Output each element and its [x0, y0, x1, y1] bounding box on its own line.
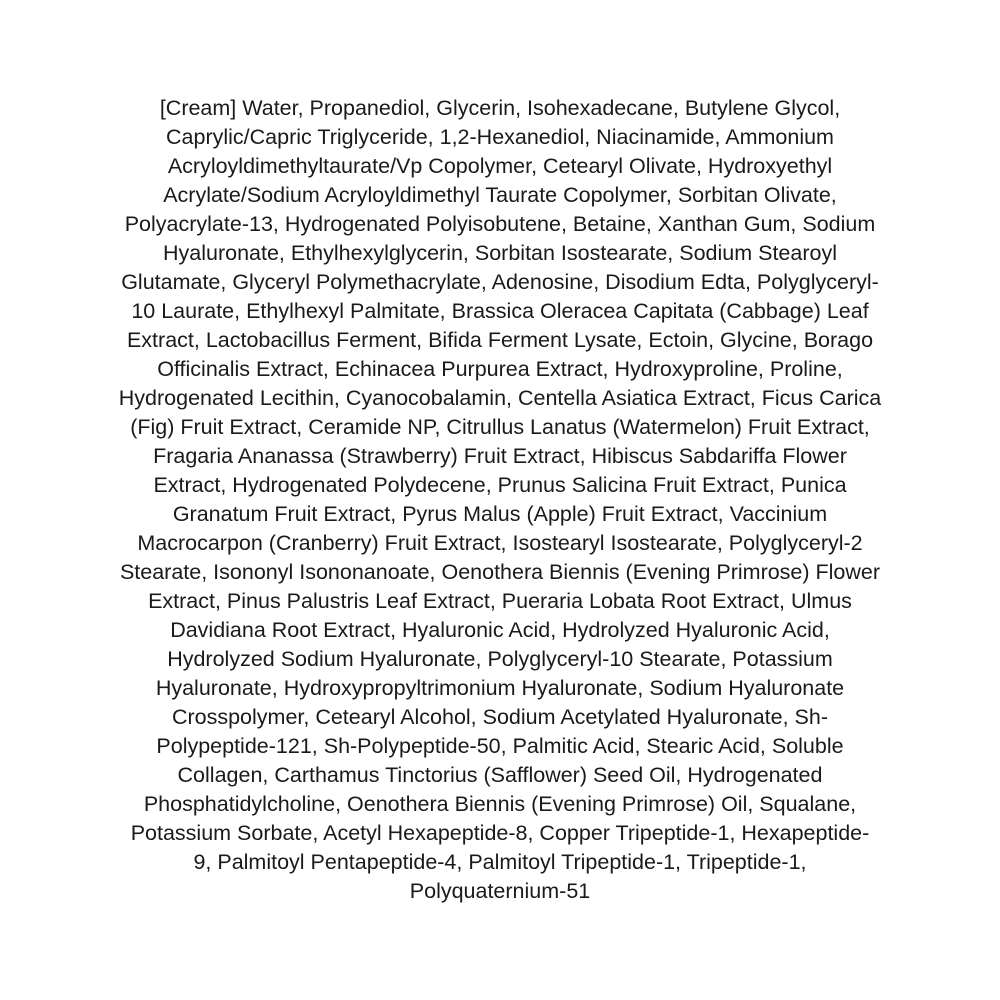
ingredient-line: 10 Laurate, Ethylhexyl Palmitate, Brassica Oleracea Capitata (Cabbage) Leaf	[131, 299, 869, 323]
ingredient-line: [Cream] Water, Propanediol, Glycerin, Isohexadecane, Butylene Glycol,	[159, 96, 841, 120]
ingredient-line: Hyaluronate, Hydroxypropyltrimonium Hyaluronate, Sodium Hyaluronate	[155, 676, 845, 700]
ingredient-line: Collagen, Carthamus Tinctorius (Safflower) Seed Oil, Hydrogenated	[177, 763, 823, 787]
ingredient-line: Extract, Pinus Palustris Leaf Extract, Pueraria Lobata Root Extract, Ulmus	[148, 589, 852, 613]
ingredient-line: Caprylic/Capric Triglyceride, 1,2-Hexanediol, Niacinamide, Ammonium	[166, 125, 834, 149]
ingredient-line: Hydrogenated Lecithin, Cyanocobalamin, Centella Asiatica Extract, Ficus Carica	[118, 386, 882, 410]
ingredient-line: Fragaria Ananassa (Strawberry) Fruit Extract, Hibiscus Sabdariffa Flower	[153, 444, 847, 468]
ingredient-line: Crosspolymer, Cetearyl Alcohol, Sodium Acetylated Hyaluronate, Sh-	[171, 705, 829, 729]
ingredient-line: Polyquaternium-51	[409, 879, 591, 903]
ingredient-list	[0, 94, 1000, 906]
ingredient-line: Macrocarpon (Cranberry) Fruit Extract, Isostearyl Isostearate, Polyglyceryl-2	[137, 531, 863, 555]
ingredient-line: Glutamate, Glyceryl Polymethacrylate, Adenosine, Disodium Edta, Polyglyceryl-	[121, 270, 879, 294]
ingredient-line: Extract, Lactobacillus Ferment, Bifida Ferment Lysate, Ectoin, Glycine, Borago	[126, 328, 874, 352]
ingredient-line: Acrylate/Sodium Acryloyldimethyl Taurate Copolymer, Sorbitan Olivate,	[163, 183, 837, 207]
ingredient-line: Officinalis Extract, Echinacea Purpurea Extract, Hydroxyproline, Proline,	[157, 357, 843, 381]
ingredient-line: Phosphatidylcholine, Oenothera Biennis (Evening Primrose) Oil, Squalane,	[143, 792, 857, 816]
ingredient-line: Acryloyldimethyltaurate/Vp Copolymer, Cetearyl Olivate, Hydroxyethyl	[167, 154, 833, 178]
ingredient-line: Polypeptide-121, Sh-Polypeptide-50, Palmitic Acid, Stearic Acid, Soluble	[156, 734, 844, 758]
ingredient-line: Granatum Fruit Extract, Pyrus Malus (Apple) Fruit Extract, Vaccinium	[172, 502, 828, 526]
ingredient-line: Davidiana Root Extract, Hyaluronic Acid, Hydrolyzed Hyaluronic Acid,	[170, 618, 830, 642]
ingredient-line: Hydrolyzed Sodium Hyaluronate, Polyglyceryl-10 Stearate, Potassium	[167, 647, 833, 671]
ingredient-line: Polyacrylate-13, Hydrogenated Polyisobutene, Betaine, Xanthan Gum, Sodium	[124, 212, 876, 236]
ingredient-line: 9, Palmitoyl Pentapeptide-4, Palmitoyl Tripeptide-1, Tripeptide-1,	[193, 850, 807, 874]
ingredient-line: Extract, Hydrogenated Polydecene, Prunus Salicina Fruit Extract, Punica	[153, 473, 847, 497]
ingredient-line: (Fig) Fruit Extract, Ceramide NP, Citrullus Lanatus (Watermelon) Fruit Extract,	[130, 415, 870, 439]
ingredient-line: Stearate, Isononyl Isononanoate, Oenothera Biennis (Evening Primrose) Flower	[119, 560, 881, 584]
ingredient-line: Potassium Sorbate, Acetyl Hexapeptide-8, Copper Tripeptide-1, Hexapeptide-	[130, 821, 870, 845]
ingredient-line: Hyaluronate, Ethylhexylglycerin, Sorbitan Isostearate, Sodium Stearoyl	[162, 241, 837, 265]
